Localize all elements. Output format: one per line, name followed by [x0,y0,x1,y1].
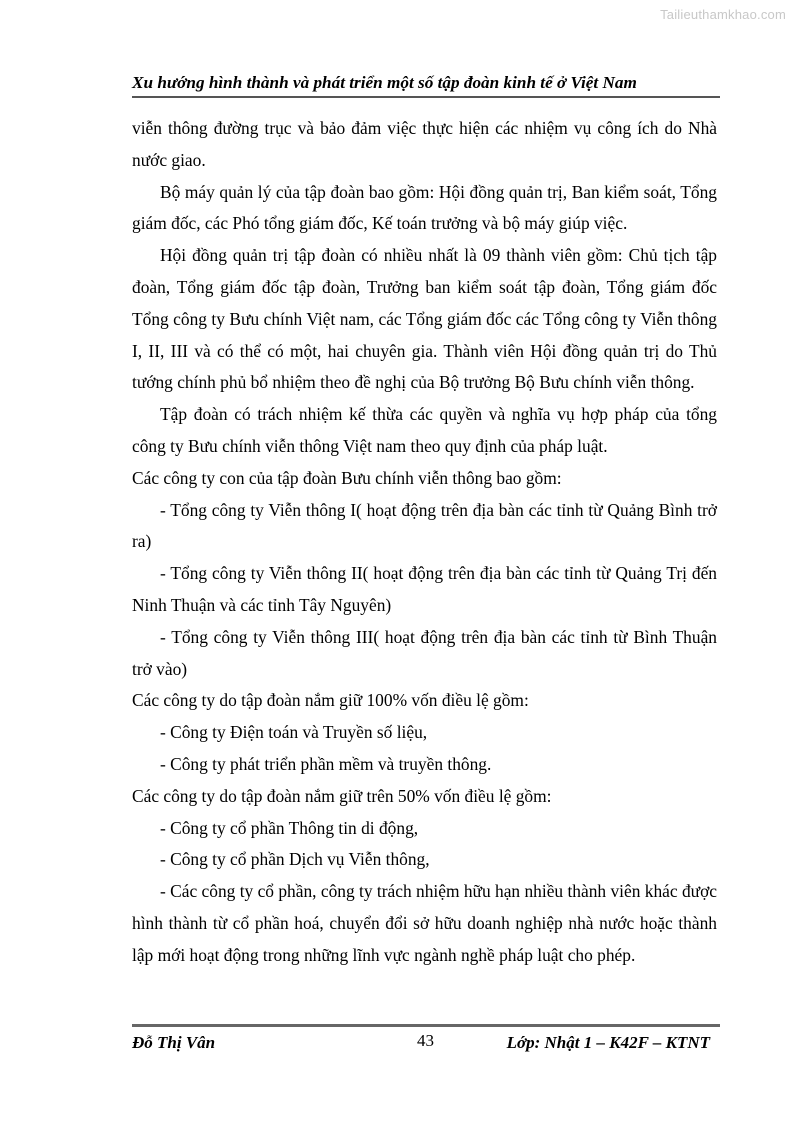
footer-author: Đỗ Thị Vân [132,1033,216,1052]
header-title: Xu hướng hình thành và phát triển một số tập đoàn kinh tế ở Việt Nam [132,73,637,92]
paragraph: Hội đồng quản trị tập đoàn có nhiều nhất là 09 thành viên gồm: Chủ tịch tập đoàn, Tổng giám đốc tập đoàn, Trưởng ban kiểm soát tập đoàn, Tổng giám đốc Tổng công ty Bưu chính Việt nam, các Tổng giám đốc các Tổng công ty Viễn thông I, II, III và có thể có một, hai chuyên gia. Thành viên Hội đồng quản trị do Thủ tướng chính phủ bổ nhiệm theo đề nghị của Bộ trưởng Bộ Bưu chính viễn thông. [132,245,717,393]
paragraph: viễn thông đường trục và bảo đảm việc thực hiện các nhiệm vụ công ích do Nhà nước giao. [132,118,717,170]
list-item: - Tổng công ty Viễn thông II( hoạt động trên địa bàn các tỉnh từ Quảng Trị đến Ninh Thuận và các tỉnh Tây Nguyên) [132,563,717,615]
paragraph: Tập đoàn có trách nhiệm kế thừa các quyền và nghĩa vụ hợp pháp của tổng công ty Bưu chính viễn thông Việt nam theo quy định của pháp luật. [132,404,717,456]
list-heading: Các công ty con của tập đoàn Bưu chính viễn thông bao gồm: [132,467,562,488]
list-item: - Công ty cổ phần Thông tin di động, [160,817,419,838]
body-text [132,113,717,972]
list-item: - Công ty Điện toán và Truyền số liệu, [160,722,428,743]
page-number: 43 [417,1031,434,1050]
header-rule [132,96,720,98]
paragraph: Bộ máy quản lý của tập đoàn bao gồm: Hội đồng quản trị, Ban kiểm soát, Tổng giám đốc, các Phó tổng giám đốc, Kế toán trưởng và bộ máy giúp việc. [132,181,717,234]
page-header [132,72,720,98]
footer-class-info: Lớp: Nhật 1 – K42F – KTNT [506,1033,710,1052]
list-heading: Các công ty do tập đoàn nắm giữ 100% vốn điều lệ gồm: [132,690,529,711]
list-heading: Các công ty do tập đoàn nắm giữ trên 50% vốn điều lệ gồm: [132,785,552,806]
list-item: - Tổng công ty Viễn thông I( hoạt động trên địa bàn các tỉnh từ Quảng Bình trở ra) [132,499,717,552]
page-footer [132,1024,720,1057]
list-item: - Các công ty cổ phần, công ty trách nhiệm hữu hạn nhiều thành viên khác được hình thành từ cổ phần hoá, chuyển đổi sở hữu doanh nghiệp nhà nước hoặc thành lập mới hoạt động trong những lĩnh vực ngành nghề pháp luật cho phép. [132,881,717,965]
list-item: - Tổng công ty Viễn thông III( hoạt động trên địa bàn các tỉnh từ Bình Thuận trở vào) [132,626,717,679]
watermark: Tailieuthamkhao.com [660,7,786,22]
list-item: - Công ty phát triển phần mềm và truyền thông. [160,753,492,774]
footer-rule [132,1024,720,1027]
list-item: - Công ty cổ phần Dịch vụ Viễn thông, [160,849,430,870]
